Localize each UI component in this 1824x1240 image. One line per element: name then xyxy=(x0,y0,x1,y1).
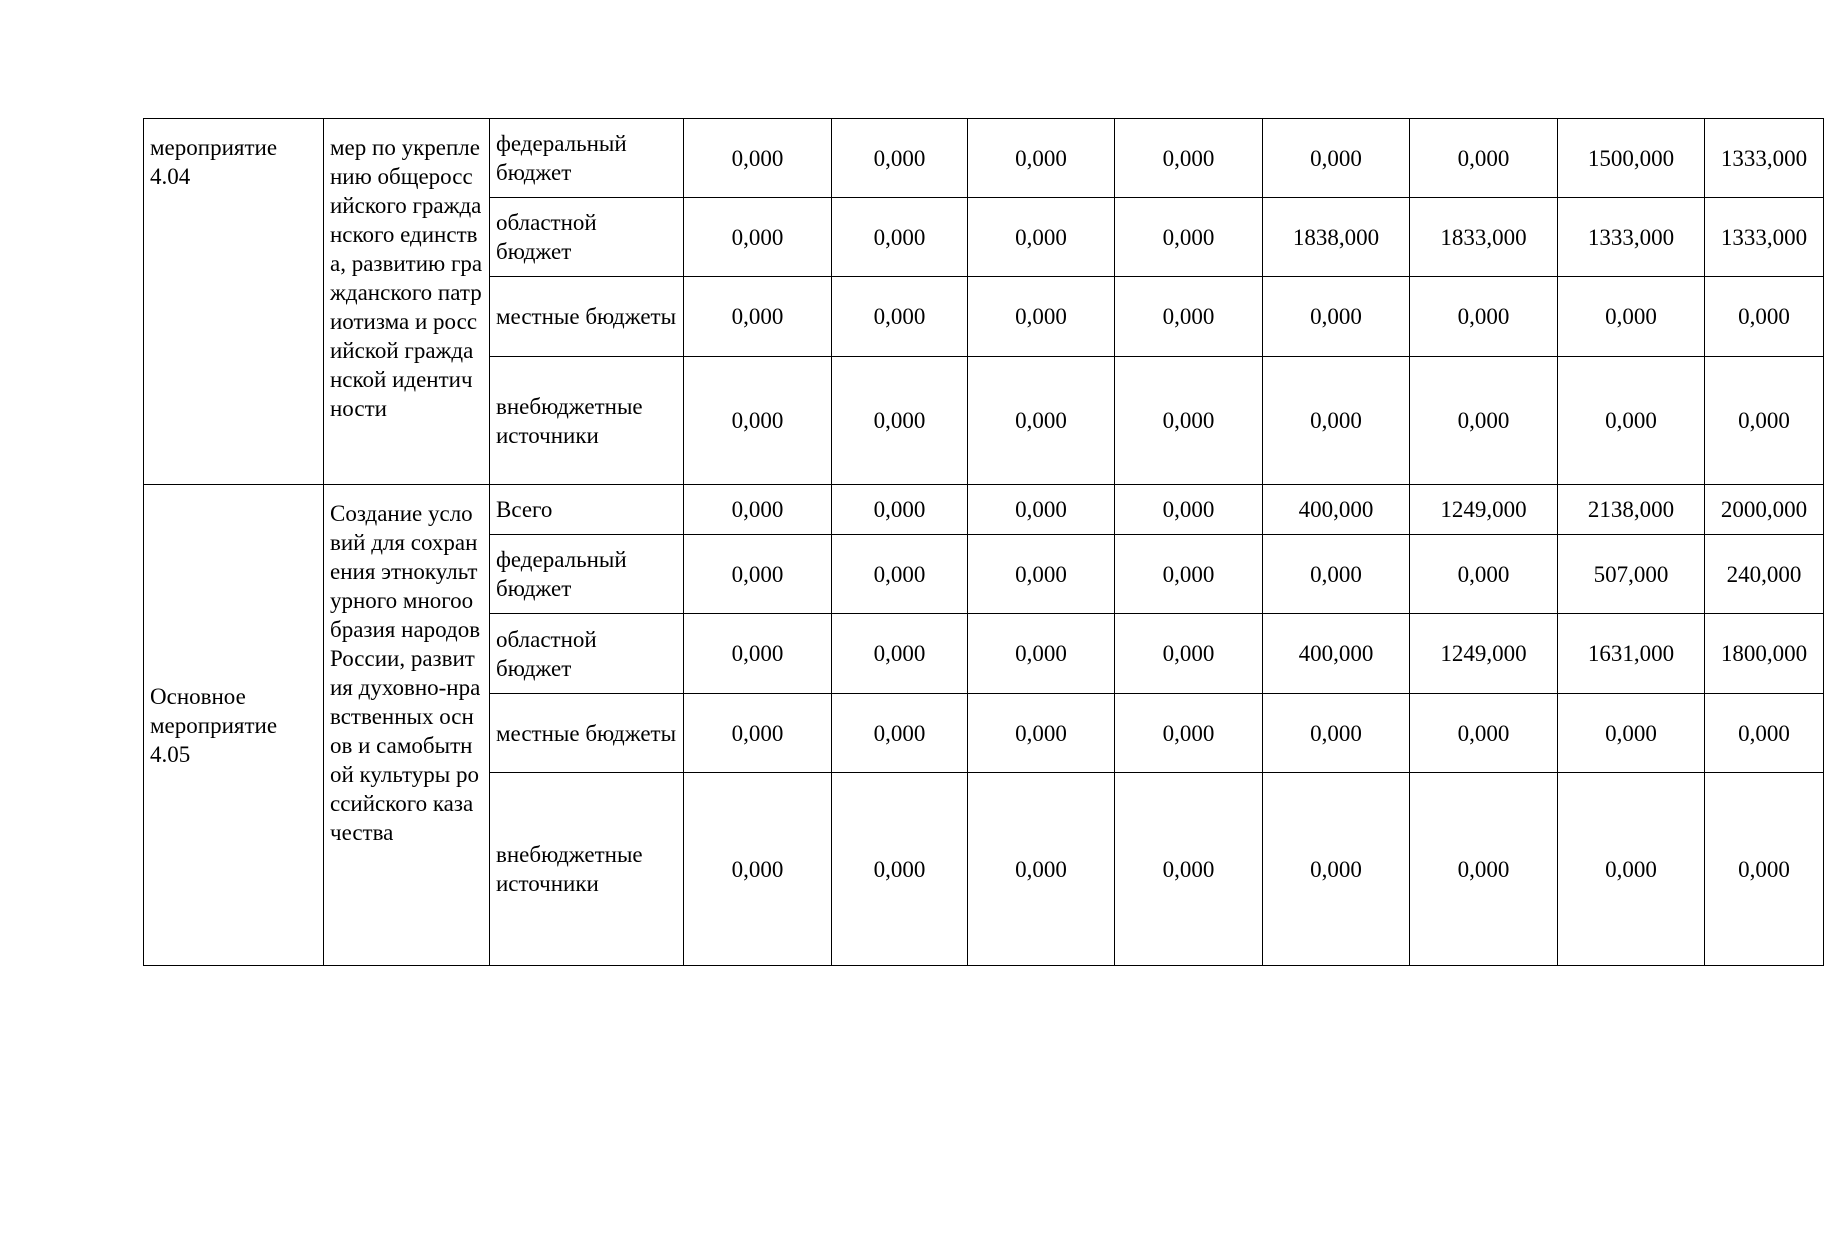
value-cell: 0,000 xyxy=(1410,357,1558,485)
value-cell: 0,000 xyxy=(968,198,1115,277)
value-cell: 0,000 xyxy=(968,277,1115,357)
value-cell: 0,000 xyxy=(1410,277,1558,357)
value-cell: 0,000 xyxy=(968,694,1115,773)
value-cell: 0,000 xyxy=(1263,357,1410,485)
value-cell: 0,000 xyxy=(1115,773,1263,966)
value-cell: 1249,000 xyxy=(1410,485,1558,535)
value-cell: 0,000 xyxy=(1263,119,1410,198)
funding-source-cell: внебюджетные источники xyxy=(490,357,684,485)
value-cell: 0,000 xyxy=(684,773,832,966)
event-name-cell: Создание условий для сохранения этнокультурного многообразия народов России, развития духовно-нравственных основ и самобытной культуры российского казачества xyxy=(324,485,490,966)
value-cell: 0,000 xyxy=(832,535,968,614)
value-cell: 0,000 xyxy=(1115,277,1263,357)
funding-source-cell: внебюджетные источники xyxy=(490,773,684,966)
value-cell: 0,000 xyxy=(1115,198,1263,277)
value-cell: 400,000 xyxy=(1263,485,1410,535)
table-row xyxy=(144,485,1824,535)
value-cell: 0,000 xyxy=(1115,357,1263,485)
value-cell: 0,000 xyxy=(684,694,832,773)
value-cell: 0,000 xyxy=(1705,277,1824,357)
value-cell: 0,000 xyxy=(1263,535,1410,614)
value-cell: 0,000 xyxy=(684,198,832,277)
funding-source-cell: местные бюджеты xyxy=(490,277,684,357)
value-cell: 0,000 xyxy=(1115,119,1263,198)
value-cell: 0,000 xyxy=(1115,694,1263,773)
value-cell: 0,000 xyxy=(832,773,968,966)
value-cell: 0,000 xyxy=(1410,119,1558,198)
value-cell: 0,000 xyxy=(832,198,968,277)
value-cell: 1500,000 xyxy=(1558,119,1705,198)
funding-source-cell: федеральный бюджет xyxy=(490,535,684,614)
value-cell: 0,000 xyxy=(1558,277,1705,357)
funding-source-cell: местные бюджеты xyxy=(490,694,684,773)
value-cell: 0,000 xyxy=(1115,535,1263,614)
funding-source-cell: областной бюджет xyxy=(490,198,684,277)
value-cell: 0,000 xyxy=(1410,694,1558,773)
value-cell: 0,000 xyxy=(832,694,968,773)
value-cell: 1249,000 xyxy=(1410,614,1558,694)
value-cell: 1333,000 xyxy=(1558,198,1705,277)
funding-source-cell: Всего xyxy=(490,485,684,535)
value-cell: 0,000 xyxy=(1705,694,1824,773)
value-cell: 0,000 xyxy=(1263,277,1410,357)
value-cell: 0,000 xyxy=(968,485,1115,535)
value-cell: 1800,000 xyxy=(1705,614,1824,694)
value-cell: 0,000 xyxy=(832,119,968,198)
value-cell: 0,000 xyxy=(1705,773,1824,966)
value-cell: 1833,000 xyxy=(1410,198,1558,277)
value-cell: 0,000 xyxy=(1705,357,1824,485)
value-cell: 0,000 xyxy=(1410,535,1558,614)
value-cell: 0,000 xyxy=(684,277,832,357)
value-cell: 0,000 xyxy=(968,773,1115,966)
value-cell: 0,000 xyxy=(832,614,968,694)
value-cell: 0,000 xyxy=(684,614,832,694)
value-cell: 0,000 xyxy=(968,357,1115,485)
value-cell: 0,000 xyxy=(1410,773,1558,966)
value-cell: 0,000 xyxy=(968,535,1115,614)
value-cell: 0,000 xyxy=(968,119,1115,198)
value-cell: 0,000 xyxy=(832,485,968,535)
value-cell: 0,000 xyxy=(1115,614,1263,694)
event-label-cell: мероприятие 4.04 xyxy=(144,119,324,485)
value-cell: 1838,000 xyxy=(1263,198,1410,277)
value-cell: 0,000 xyxy=(684,535,832,614)
value-cell: 2138,000 xyxy=(1558,485,1705,535)
value-cell: 0,000 xyxy=(1263,694,1410,773)
value-cell: 1631,000 xyxy=(1558,614,1705,694)
value-cell: 1333,000 xyxy=(1705,119,1824,198)
event-label-cell: Основное мероприятие 4.05 xyxy=(144,485,324,966)
value-cell: 0,000 xyxy=(684,357,832,485)
table-row xyxy=(144,119,1824,198)
value-cell: 1333,000 xyxy=(1705,198,1824,277)
funding-source-cell: федеральный бюджет xyxy=(490,119,684,198)
value-cell: 240,000 xyxy=(1705,535,1824,614)
value-cell: 2000,000 xyxy=(1705,485,1824,535)
value-cell: 0,000 xyxy=(1115,485,1263,535)
value-cell: 0,000 xyxy=(1263,773,1410,966)
value-cell: 0,000 xyxy=(684,485,832,535)
value-cell: 507,000 xyxy=(1558,535,1705,614)
value-cell: 0,000 xyxy=(968,614,1115,694)
value-cell: 0,000 xyxy=(832,277,968,357)
funding-source-cell: областной бюджет xyxy=(490,614,684,694)
event-name-cell: мер по укреплению общероссийского гражданского единства, развитию гражданского патриотизма и российской гражданской идентичности xyxy=(324,119,490,485)
value-cell: 0,000 xyxy=(684,119,832,198)
value-cell: 0,000 xyxy=(1558,694,1705,773)
value-cell: 0,000 xyxy=(1558,357,1705,485)
budget-table xyxy=(143,118,1824,966)
value-cell: 400,000 xyxy=(1263,614,1410,694)
value-cell: 0,000 xyxy=(1558,773,1705,966)
value-cell: 0,000 xyxy=(832,357,968,485)
